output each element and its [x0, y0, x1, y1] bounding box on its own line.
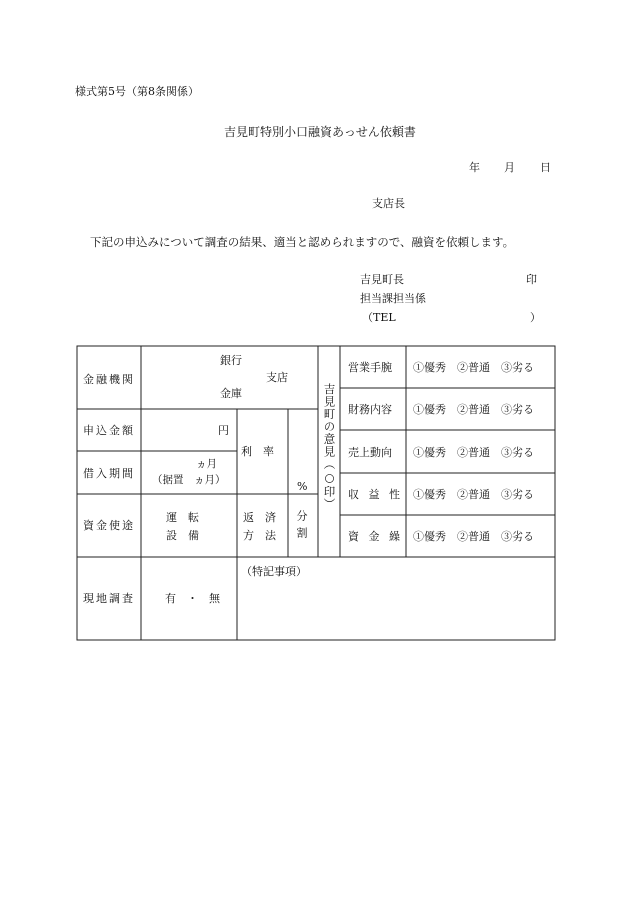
credit-union-text: 金庫: [220, 387, 242, 400]
assessment-options-2: ①優秀 ②普通 ③劣る: [413, 403, 534, 416]
bank-text: 銀行: [220, 354, 242, 367]
sender-department: 担当課担当係: [360, 292, 426, 305]
yen-unit: 円: [218, 424, 229, 437]
assessment-label-1: 営業手腕: [348, 361, 392, 374]
sender-tel: （TEL: [362, 311, 396, 324]
form-number: 様式第5号（第8条関係）: [75, 85, 199, 98]
grace-period-text: （据置 ヵ月）: [152, 474, 226, 486]
date-month: 月: [504, 161, 515, 174]
label-financial-institution: 金融機関: [83, 373, 135, 386]
date-year: 年: [469, 161, 480, 174]
assessment-label-5: 資 金 繰: [348, 530, 403, 543]
sender-tel-close: ）: [530, 311, 541, 324]
label-application-amount: 申込金額: [83, 424, 135, 437]
seal-mark: 印: [526, 273, 537, 286]
assessment-options-5: ①優秀 ②普通 ③劣る: [413, 530, 534, 543]
assessment-label-4: 収 益 性: [348, 488, 403, 501]
label-site-survey: 現地調査: [83, 592, 135, 605]
assessment-options-4: ①優秀 ②普通 ③劣る: [413, 488, 534, 501]
date-day: 日: [540, 161, 551, 174]
branch-text: 支店: [266, 371, 288, 384]
label-interest-rate: 利 率: [241, 445, 274, 458]
assessment-options-3: ①優秀 ②普通 ③劣る: [413, 446, 534, 459]
assessment-label-2: 財務内容: [348, 403, 392, 416]
label-fund-usage: 資金使途: [83, 519, 135, 532]
installment-text: 分割: [295, 510, 308, 544]
addressee: 支店長: [372, 197, 405, 210]
document-title: 吉見町特別小口融資あっせん依頼書: [224, 125, 416, 139]
fund-usage-operating: 運 転: [166, 511, 199, 524]
body-text: 下記の申込みについて調査の結果、適当と認められますので、融資を依頼します。: [90, 235, 515, 249]
label-town-opinion: 吉見町の意見（○印）: [322, 383, 337, 511]
label-repayment-top: 返 済: [243, 511, 276, 524]
label-repayment-bottom: 方 法: [243, 529, 276, 542]
percent-unit: %: [297, 480, 308, 493]
sender-mayor: 吉見町長: [360, 273, 404, 286]
assessment-options-1: ①優秀 ②普通 ③劣る: [413, 361, 534, 374]
months-text: ヵ月: [196, 458, 217, 470]
label-loan-period: 借入期間: [83, 467, 135, 480]
special-notes-label: （特記事項）: [241, 565, 307, 578]
site-survey-value: 有 ・ 無: [165, 592, 220, 605]
fund-usage-equipment: 設 備: [166, 529, 199, 542]
assessment-label-3: 売上動向: [348, 446, 392, 459]
